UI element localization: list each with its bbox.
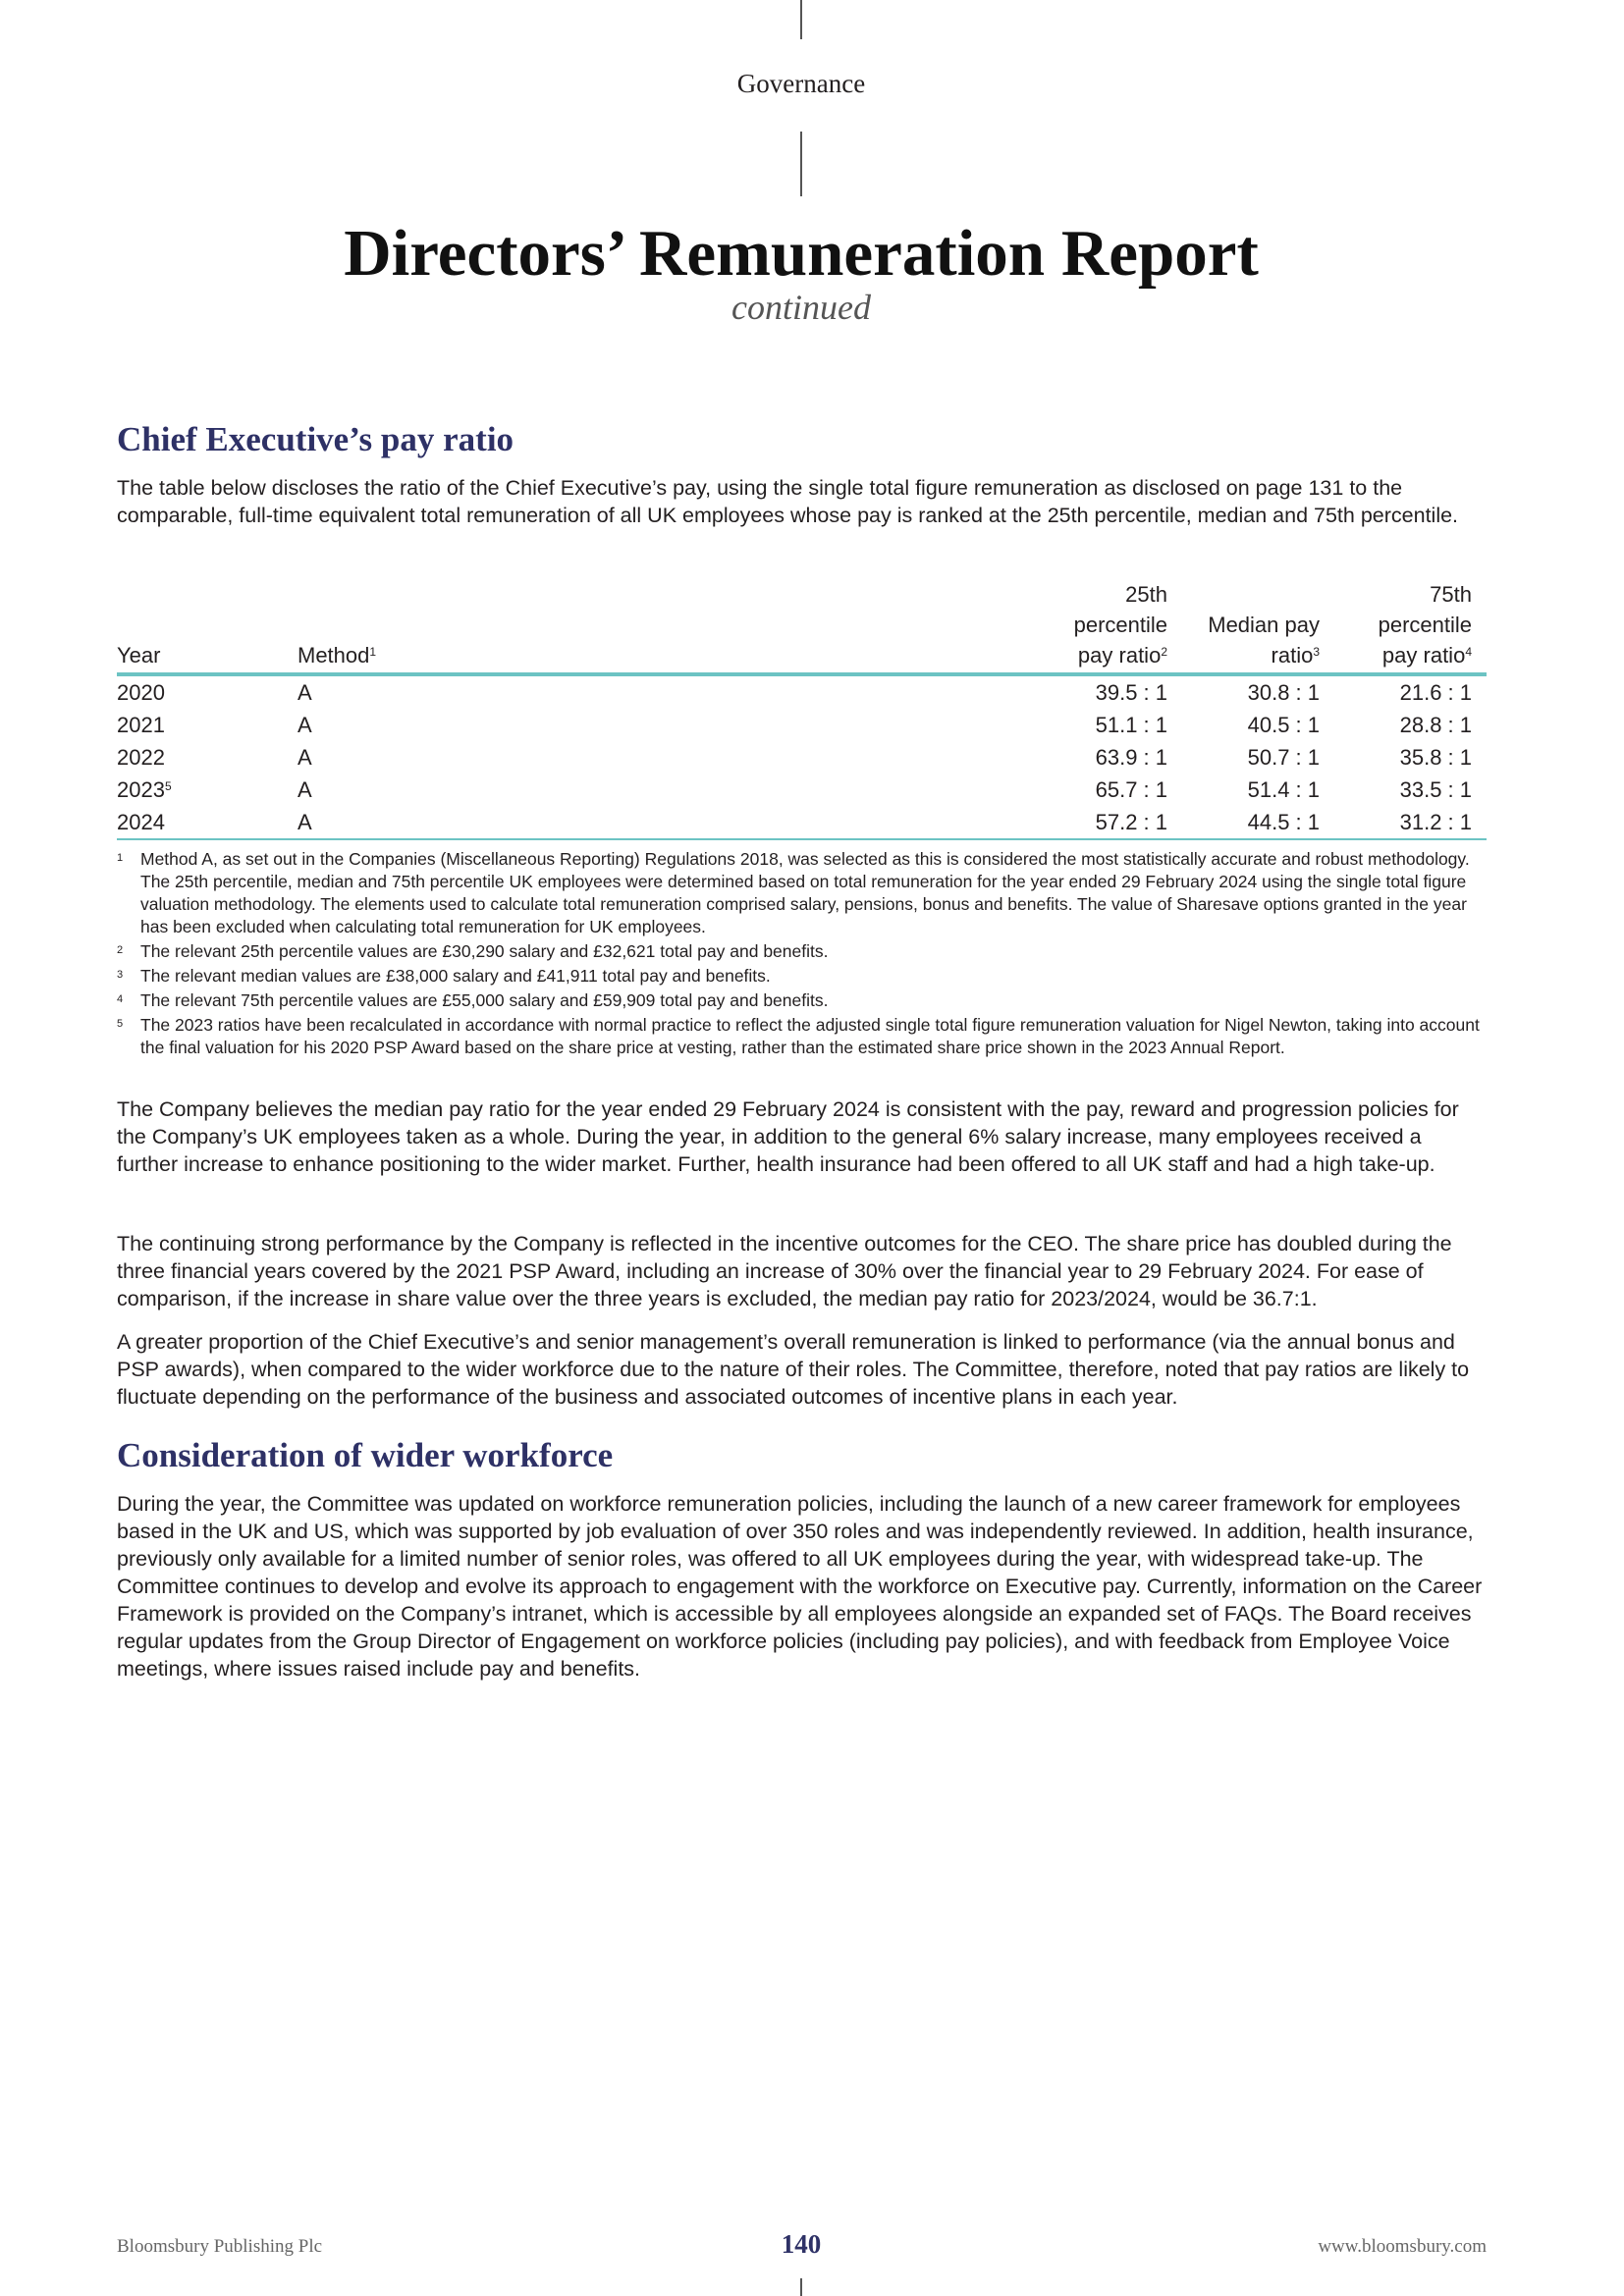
cell-median: 40.5 : 1 [1247, 713, 1320, 737]
top-divider-line [800, 0, 802, 39]
page-title: Directors’ Remuneration Report [344, 217, 1259, 290]
cell-method: A [298, 777, 312, 802]
cell-75th: 35.8 : 1 [1399, 745, 1472, 770]
cell-median: 51.4 : 1 [1247, 777, 1320, 802]
table-header-row [117, 579, 1487, 674]
cell-year: 2022 [117, 745, 165, 770]
title-divider-line [800, 132, 802, 196]
cell-25th: 51.1 : 1 [1095, 713, 1167, 737]
footnote-text: The relevant 75th percentile values are £55,000 salary and £59,909 total pay and benefits. [140, 990, 829, 1010]
footnote-marker: 4 [117, 993, 124, 1005]
cell-method: A [298, 745, 312, 770]
footnote [117, 848, 1487, 938]
body-paragraph: The continuing strong performance by the Company is reflected in the incentive outcomes for the CEO. The share price has doubled during the three financial years covered by the 2021 PSP Award, including an increase of 30% over the financial year to 29 February 2024. For ease of comparison, if the increase in share value over the three years is excluded, the median pay ratio for 2023/2024, would be 36.7:1. [117, 1232, 1452, 1310]
cell-75th: 31.2 : 1 [1334, 806, 1487, 839]
footnote [117, 940, 1487, 963]
page-subtitle: continued [731, 288, 871, 327]
body-paragraph: The Company believes the median pay ratio for the year ended 29 February 2024 is consistent with the pay, reward and progression policies for the Company’s UK employees taken as a whole. During the year, in addition to the general 6% salary increase, many employees received a further increase to enhance positioning to the wider market. Further, health insurance had been offered to all UK staff and had a high take-up. [117, 1097, 1459, 1176]
footnote-text: The 2023 ratios have been recalculated in accordance with normal practice to reflect the adjusted single total figure remuneration valuation for Nigel Newton, taking into account the final valuation for his 2020 PSP Award based on the share price at vesting, rather than the estimated share price shown in the 2023 Annual Report. [140, 1015, 1480, 1057]
cell-75th: 21.6 : 1 [1399, 680, 1472, 705]
cell-method: A [298, 713, 312, 737]
page-number: 140 [781, 2229, 822, 2259]
cell-year: 2024 [117, 806, 298, 839]
cell-method: A [298, 806, 1030, 839]
footnote [117, 965, 1487, 988]
footnote [117, 1014, 1487, 1059]
header-median: Median pay ratio$^3$ [1182, 579, 1334, 674]
section-heading-workforce: Consideration of wider workforce [117, 1436, 614, 1474]
cell-year: 2021 [117, 713, 165, 737]
cell-median: 50.7 : 1 [1247, 745, 1320, 770]
cell-method: A [298, 680, 312, 705]
section-label: Governance [736, 69, 866, 98]
header-year: Year [117, 579, 298, 674]
footnote-marker: 2 [117, 944, 124, 956]
cell-25th: 39.5 : 1 [1095, 680, 1167, 705]
table-row [117, 806, 1487, 839]
table-row [117, 774, 1487, 806]
cell-25th: 57.2 : 1 [1030, 806, 1182, 839]
intro-paragraph: The table below discloses the ratio of the Chief Executive’s pay, using the single total figure remuneration as disclosed on page 131 to the comparable, full-time equivalent total remuneration of all UK employees whose pay is ranked at the 25th percentile, median and 75th percentile. [117, 476, 1459, 527]
cell-median: 44.5 : 1 [1182, 806, 1334, 839]
header-method: Method$^1$ [298, 579, 1030, 674]
footnote-text: The relevant 25th percentile values are £30,290 salary and £32,621 total pay and benefits. [140, 941, 829, 961]
table-row [117, 741, 1487, 774]
footer-website-link[interactable]: www.bloomsbury.com [1318, 2236, 1487, 2257]
cell-median: 30.8 : 1 [1247, 680, 1320, 705]
table-row [117, 709, 1487, 741]
cell-year: 2020 [117, 680, 165, 705]
table-footnotes [117, 848, 1487, 1061]
footer-company-name: Bloomsbury Publishing Plc [117, 2236, 323, 2257]
footnote-text: Method A, as set out in the Companies (Miscellaneous Reporting) Regulations 2018, was selected as this is considered the most statistically accurate and robust methodology. The 25th percentile, median and 75th percentile UK employees were determined based on total remuneration for the year ended 29 February 2024 using the single total figure valuation methodology. The elements used to calculate total remuneration comprised salary, pensions, bonus and benefits. The value of Sharesave options granted in the year has been excluded when calculating total remuneration for UK employees. [140, 849, 1470, 936]
workforce-paragraph: During the year, the Committee was updated on workforce remuneration policies, including the launch of a new career framework for employees based in the UK and US, which was supported by job evaluation of over 350 roles and was independently reviewed. In addition, health insurance, previously only available for a limited number of senior roles, was offered to all UK employees during the year, with widespread take-up. The Committee continues to develop and evolve its approach to engagement with the workforce on Executive pay. Currently, information on the Career Framework is provided on the Company’s intranet, which is accessible by all employees alongside an expanded set of FAQs. The Board receives regular updates from the Group Director of Engagement on workforce policies (including pay policies), and with feedback from Employee Voice meetings, where issues raised include pay and benefits. [117, 1492, 1483, 1681]
cell-25th: 65.7 : 1 [1095, 777, 1167, 802]
header-25th-percentile: 25th percentile pay ratio$^2$ [1030, 579, 1182, 674]
header-75th-percentile: 75th percentile pay ratio$^4$ [1334, 579, 1487, 674]
cell-75th: 33.5 : 1 [1399, 777, 1472, 802]
body-paragraph: A greater proportion of the Chief Executive’s and senior management’s overall remuneration is linked to performance (via the annual bonus and PSP awards), when compared to the wider workforce due to the nature of their roles. The Committee, therefore, noted that pay ratios are likely to fluctuate depending on the performance of the business and associated outcomes of incentive plans in each year. [117, 1330, 1470, 1409]
section-heading-pay-ratio: Chief Executive’s pay ratio [117, 420, 514, 458]
cell-25th: 63.9 : 1 [1095, 745, 1167, 770]
bottom-divider-line [800, 2278, 802, 2296]
footnote [117, 989, 1487, 1012]
pay-ratio-table [117, 579, 1487, 840]
footnote-marker: 5 [117, 1018, 124, 1030]
footnote-marker: 3 [117, 969, 124, 981]
cell-year: 2023$^5$ [117, 777, 172, 802]
cell-75th: 28.8 : 1 [1399, 713, 1472, 737]
table-row [117, 674, 1487, 709]
footnote-marker: 1 [117, 852, 124, 864]
footnote-text: The relevant median values are £38,000 salary and £41,911 total pay and benefits. [140, 966, 771, 986]
